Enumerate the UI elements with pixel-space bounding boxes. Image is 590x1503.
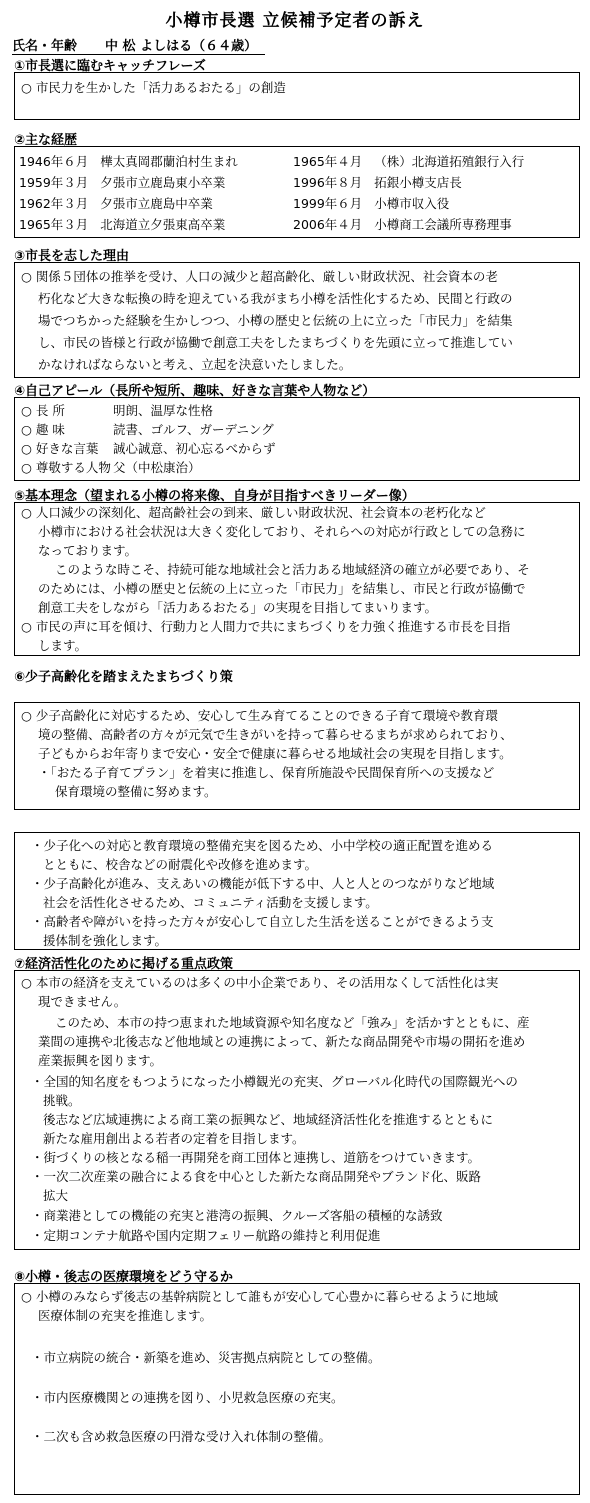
section-catchphrase-heading: ①市長選に臨むキャッチフレーズ xyxy=(14,59,206,74)
career-date: 1946年６月 xyxy=(19,154,89,169)
philosophy-line: ○ 人口減少の深刻化、超高齢社会の到来、厳しい財政状況、社会資本の老朽化など xyxy=(21,505,486,520)
career-event: 小樽商工会議所専務理事 xyxy=(374,217,512,232)
appeal-label: ○ 趣 味 xyxy=(21,422,65,437)
economy-line: ・一次二次産業の融合による食を中心とした新たな商品開発やブランド化、販路 xyxy=(31,1169,482,1184)
philosophy-line: 小樽市における社会状況は大きく変化しており、それらへの対応が行政としての急務に xyxy=(38,524,526,539)
career-date: 1996年８月 xyxy=(293,175,363,190)
economy-line: ・定期コンテナ航路や国内定期フェリー航路の維持と利用促進 xyxy=(31,1228,381,1243)
section-reason-box xyxy=(14,262,580,378)
appeal-item xyxy=(21,438,276,459)
reason-line: し、市民の皆様と行政が協働で創意工夫をしたまちづくりを先頭に立って推進してい xyxy=(38,335,513,350)
philosophy-line: このような時こそ、持続可能な地域社会と活力ある地域経済の確立が必要であり、そ xyxy=(55,562,530,577)
philosophy-line: ○ 市民の声に耳を傾け、行動力と人間力で共にまちづくりを力強く推進する市長を目指 xyxy=(21,619,511,634)
economy-line: 挑戦。 xyxy=(43,1093,81,1108)
aging-line: 社会を活性化させるため、コミュニティ活動を支援します。 xyxy=(43,895,378,910)
appeal-item xyxy=(21,457,201,478)
appeal-label: ○ 好きな言葉 xyxy=(21,441,99,456)
aging-line: ・「おたる子育てプラン」を着実に推進し、保育所施設や民間保育所への支援など xyxy=(38,765,495,780)
aging-line: とともに、校舎などの耐震化や改修を進めます。 xyxy=(43,857,318,872)
career-date: 1962年３月 xyxy=(19,196,89,211)
section-medical-box xyxy=(14,1283,580,1495)
philosophy-line: します。 xyxy=(38,638,88,653)
career-right-1 xyxy=(293,172,462,193)
appeal-value: 誠心誠意、初心忘るべからず xyxy=(113,441,276,456)
reason-line: 場でつちかった経験を生かしつつ、小樽の歴史と伝統の上に立った「市民力」を結集 xyxy=(38,313,513,328)
career-right-2 xyxy=(293,193,449,214)
section-medical-heading: ⑧小樽・後志の医療環境をどう守るか xyxy=(14,1270,234,1285)
page-title: 小樽市長選 立候補予定者の訴え xyxy=(165,11,425,31)
appeal-label: ○ 尊敬する人物 xyxy=(21,460,111,475)
economy-line: 現できません。 xyxy=(38,994,127,1009)
reason-line: かなければならないと考え、立起を決意いたしました。 xyxy=(38,357,352,372)
medical-line: 医療体制の充実を推進します。 xyxy=(38,1308,213,1323)
career-event: 小樽市収入役 xyxy=(374,196,450,211)
section-reason-heading: ③市長を志した理由 xyxy=(14,249,130,264)
career-event: 夕張市立鹿島東小卒業 xyxy=(100,175,226,190)
section-aging-heading: ⑥少子高齢化を踏まえたまちづくり策 xyxy=(14,670,233,685)
career-event: 拓銀小樽支店長 xyxy=(374,175,462,190)
medical-line: ・二次も含め救急医療の円滑な受け入れ体制の整備。 xyxy=(31,1429,332,1444)
section-career-box xyxy=(14,146,580,238)
career-right-0 xyxy=(293,151,524,172)
appeal-value: 読書、ゴルフ、ガーデニング xyxy=(113,422,274,437)
section-appeal-heading: ④自己アピール（長所や短所、趣味、好きな言葉や人物など） xyxy=(14,384,376,399)
career-date: 2006年４月 xyxy=(293,217,363,232)
appeal-item xyxy=(21,400,213,421)
economy-line: ○ 本市の経済を支えているのは多くの中小企業であり、その活用なくして活性化は実 xyxy=(21,975,499,990)
philosophy-line: 創意工夫をしながら「活力あるおたる」の実現を目指してまいります。 xyxy=(38,600,438,615)
career-event: 夕張市立鹿島中卒業 xyxy=(100,196,213,211)
career-date: 1965年４月 xyxy=(293,154,363,169)
economy-line: 拡大 xyxy=(43,1188,69,1203)
philosophy-line: なっております。 xyxy=(38,543,138,558)
medical-line: ・市立病院の統合・新築を進め、災害拠点病院としての整備。 xyxy=(31,1350,381,1365)
economy-line: 産業振興を図ります。 xyxy=(38,1053,163,1068)
career-date: 1999年６月 xyxy=(293,196,363,211)
reason-line: 朽化など大きな転換の時を迎えている我がまち小樽を活性化するため、民間と行政の xyxy=(38,291,513,306)
economy-line: 新たな雇用創出よる若者の定着を目指します。 xyxy=(43,1131,305,1146)
career-date: 1959年３月 xyxy=(19,175,89,190)
catchphrase-text: ○ 市民力を生かした「活力あるおたる」の創造 xyxy=(21,80,286,95)
career-left-0 xyxy=(19,151,238,172)
economy-line: ・全国的知名度をもつようになった小樽観光の充実、グローバル化時代の国際観光への xyxy=(31,1074,518,1089)
aging-line: ・少子化への対応と教育環境の整備充実を図るため、小中学校の適正配置を進める xyxy=(31,838,494,853)
economy-line: ・商業港としての機能の充実と港湾の振興、クルーズ客船の積極的な誘致 xyxy=(31,1208,443,1223)
name-age-line xyxy=(12,35,265,55)
economy-line: ・街づくりの核となる稲一再開発を商工団体と連携し、道筋をつけていきます。 xyxy=(31,1150,481,1165)
career-right-3 xyxy=(293,214,512,235)
section-economy-heading: ⑦経済活性化のために掲げる重点政策 xyxy=(14,957,234,972)
aging-line: ・高齢者や障がいを持った方々が安心して自立した生活を送ることができるよう支 xyxy=(31,914,494,929)
section-appeal-box xyxy=(14,397,580,481)
aging-line: 子どもからお年寄りまで安心・安全で健康に暮らせる地域社会の実現を目指します。 xyxy=(38,746,512,761)
career-left-2 xyxy=(19,193,213,214)
aging-line: 援体制を強化します。 xyxy=(43,933,168,948)
career-date: 1965年３月 xyxy=(19,217,89,232)
aging-line: 保育環境の整備に努めます。 xyxy=(55,784,217,799)
economy-line: 業間の連携や北後志など他地域との連携によって、新たな商品開発や市場の開拓を進め xyxy=(38,1034,526,1049)
reason-line: ○ 関係５団体の推挙を受け、人口の減少と超高齢化、厳しい財政状況、社会資本の老 xyxy=(21,269,498,284)
economy-line: 後志など広域連携による商工業の振興など、地域経済活性化を推進するとともに xyxy=(43,1112,494,1127)
section-economy-box xyxy=(14,970,580,1250)
philosophy-line: のためには、小樽の歴史と伝統の上に立った「市民力」を結集し、市民と行政が協働で xyxy=(38,581,526,596)
career-left-1 xyxy=(19,172,225,193)
candidate-name: 中 松 よしはる（６４歳） xyxy=(105,39,258,54)
section-philosophy-box xyxy=(14,502,580,656)
section-career-heading: ②主な経歴 xyxy=(14,133,78,148)
medical-line: ○ 小樽のみならず後志の基幹病院として誰もが安心して心豊かに暮らせるように地域 xyxy=(21,1289,499,1304)
name-label: 氏名・年齢 xyxy=(12,39,78,54)
medical-line: ・市内医療機関との連携を図り、小児救急医療の充実。 xyxy=(31,1390,344,1405)
appeal-value: 明朗、温厚な性格 xyxy=(113,403,214,418)
section-philosophy-heading: ⑤基本理念（望まれる小樽の将来像、自身が目指すべきリーダー像） xyxy=(14,489,415,504)
aging-line: ○ 少子高齢化に対応するため、安心して生み育てることのできる子育て環境や教育環 xyxy=(21,708,498,723)
aging-line: ・少子高齢化が進み、支えあいの機能が低下する中、人と人とのつながりなど地域 xyxy=(31,876,495,891)
economy-line: このため、本市の持つ恵まれた地域資源や知名度など「強み」を活かすとともに、産 xyxy=(55,1015,530,1030)
career-event: （株）北海道拓殖銀行入行 xyxy=(374,154,525,169)
appeal-label: ○ 長 所 xyxy=(21,403,65,418)
career-event: 樺太真岡郡蘭泊村生まれ xyxy=(100,154,238,169)
appeal-value: 父（中松康治） xyxy=(113,460,201,475)
section-catchphrase-box xyxy=(14,72,580,120)
career-event: 北海道立夕張東高卒業 xyxy=(100,217,226,232)
appeal-item xyxy=(21,419,274,440)
aging-line: 境の整備、高齢者の方々が元気で生きがいを持って暮らせるまちが求められており、 xyxy=(38,727,513,742)
section-aging-box-1 xyxy=(14,702,580,810)
section-aging-box-2 xyxy=(14,832,580,950)
career-left-3 xyxy=(19,214,225,235)
